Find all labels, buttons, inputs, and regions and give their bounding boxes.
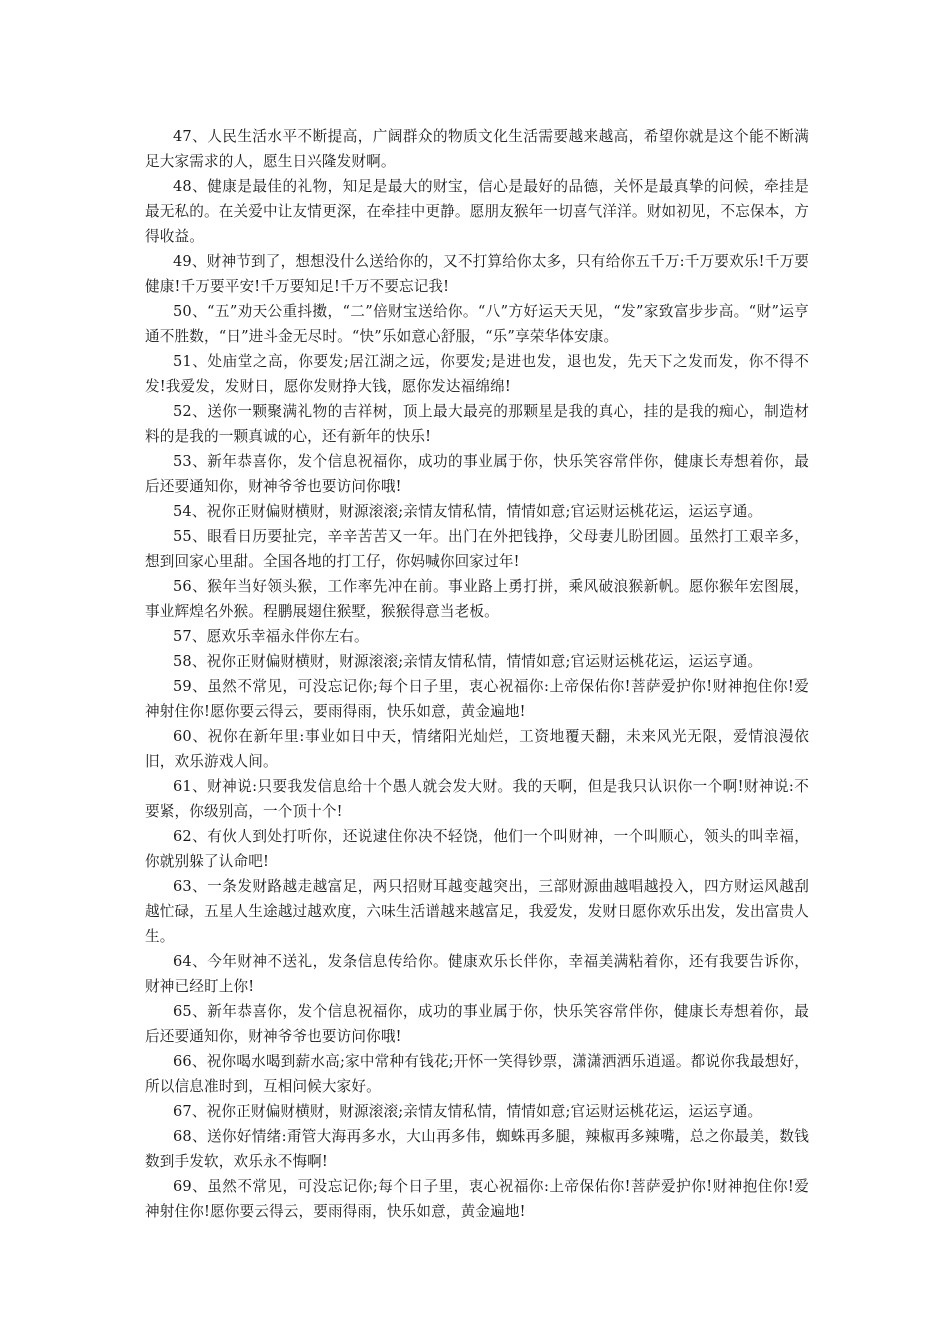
paragraph-47: 47、人民生活水平不断提高，广阔群众的物质文化生活需要越来越高，希望你就是这个能不断满足大家需求的人，愿生日兴隆发财啊。 <box>145 128 809 170</box>
paragraph-52: 52、送你一颗聚满礼物的吉祥树，顶上最大最亮的那颗星是我的真心，挂的是我的痴心，制造材料的是我的一颗真诚的心，还有新年的快乐! <box>145 403 809 445</box>
paragraph-66: 66、祝你喝水喝到薪水高;家中常种有钱花;开怀一笑得钞票，潇潇洒洒乐逍遥。都说你我最想好，所以信息准时到，互相问候大家好。 <box>145 1053 809 1095</box>
paragraph-69: 69、虽然不常见，可没忘记你;每个日子里，衷心祝福你:上帝保佑你!菩萨爱护你!财神抱住你!爱神射住你!愿你要云得云，要雨得雨，快乐如意，黄金遍地! <box>145 1178 809 1220</box>
paragraph-63: 63、一条发财路越走越富足，两只招财耳越变越突出，三部财源曲越唱越投入，四方财运风越刮越忙碌，五星人生途越过越欢度，六味生活谱越来越富足，我爱发，发财日愿你欢乐出发，发出富贵人生。 <box>145 878 809 945</box>
paragraph-61: 61、财神说:只要我发信息给十个愚人就会发大财。我的天啊，但是我只认识你一个啊!财神说:不要紧，你级别高，一个顶十个! <box>145 778 809 820</box>
paragraph-67: 67、祝你正财偏财横财，财源滚滚;亲情友情私情，情情如意;官运财运桃花运，运运亨通。 <box>173 1103 763 1120</box>
paragraph-49: 49、财神节到了，想想没什么送给你的，又不打算给你太多，只有给你五千万:千万要欢乐!千万要健康!千万要平安!千万要知足!千万不要忘记我! <box>145 253 809 295</box>
paragraph-64: 64、今年财神不送礼，发条信息传给你。健康欢乐长伴你，幸福美满粘着你，还有我要告诉你，财神已经盯上你! <box>145 953 809 995</box>
paragraph-54: 54、祝你正财偏财横财，财源滚滚;亲情友情私情，情情如意;官运财运桃花运，运运亨通。 <box>173 503 763 520</box>
paragraph-51: 51、处庙堂之高，你要发;居江湖之远，你要发;是进也发，退也发，先天下之发而发，你不得不发!我爱发，发财日，愿你发财挣大钱，愿你发达福绵绵! <box>145 353 809 395</box>
paragraph-62: 62、有伙人到处打听你，还说逮住你决不轻饶，他们一个叫财神，一个叫顺心，领头的叫幸福，你就别躲了认命吧! <box>145 828 809 870</box>
document-body <box>145 124 809 1224</box>
paragraph-53: 53、新年恭喜你，发个信息祝福你，成功的事业属于你，快乐笑容常伴你，健康长寿想着你，最后还要通知你，财神爷爷也要访问你哦! <box>145 453 809 495</box>
paragraph-57: 57、愿欢乐幸福永伴你左右。 <box>173 628 369 645</box>
paragraph-56: 56、猴年当好领头猴，工作率先冲在前。事业路上勇打拼，乘风破浪猴新帆。愿你猴年宏图展，事业辉煌名外猴。程鹏展翅住猴墅，猴猴得意当老板。 <box>145 578 809 620</box>
paragraph-65: 65、新年恭喜你，发个信息祝福你，成功的事业属于你，快乐笑容常伴你，健康长寿想着你，最后还要通知你，财神爷爷也要访问你哦! <box>145 1003 809 1045</box>
paragraph-59: 59、虽然不常见，可没忘记你;每个日子里，衷心祝福你:上帝保佑你!菩萨爱护你!财神抱住你!爱神射住你!愿你要云得云，要雨得雨，快乐如意，黄金遍地! <box>145 678 809 720</box>
paragraph-60: 60、祝你在新年里:事业如日中天，情绪阳光灿烂，工资地覆天翻，未来风光无限，爱情浪漫依旧，欢乐游戏人间。 <box>145 728 809 770</box>
paragraph-55: 55、眼看日历要扯完，辛辛苦苦又一年。出门在外把钱挣，父母妻儿盼团圆。虽然打工艰辛多，想到回家心里甜。全国各地的打工仔，你妈喊你回家过年! <box>145 528 809 570</box>
paragraph-68: 68、送你好情绪:甭管大海再多水，大山再多伟，蜘蛛再多腿，辣椒再多辣嘴，总之你最美，数钱数到手发软，欢乐永不悔啊! <box>145 1128 809 1170</box>
paragraph-50: 50、“五”劝天公重抖擞，“二”倍财宝送给你。“八”方好运天天见，“发”家致富步步高。“财”运亨通不胜数，“日”进斗金无尽时。“快”乐如意心舒服，“乐”享荣华体安康。 <box>145 303 809 345</box>
paragraph-58: 58、祝你正财偏财横财，财源滚滚;亲情友情私情，情情如意;官运财运桃花运，运运亨通。 <box>173 653 763 670</box>
paragraph-48: 48、健康是最佳的礼物，知足是最大的财宝，信心是最好的品德，关怀是最真挚的问候，牵挂是最无私的。在关爱中让友情更深，在牵挂中更静。愿朋友猴年一切喜气洋洋。财如初见，不忘保本，方得收益。 <box>145 178 809 245</box>
